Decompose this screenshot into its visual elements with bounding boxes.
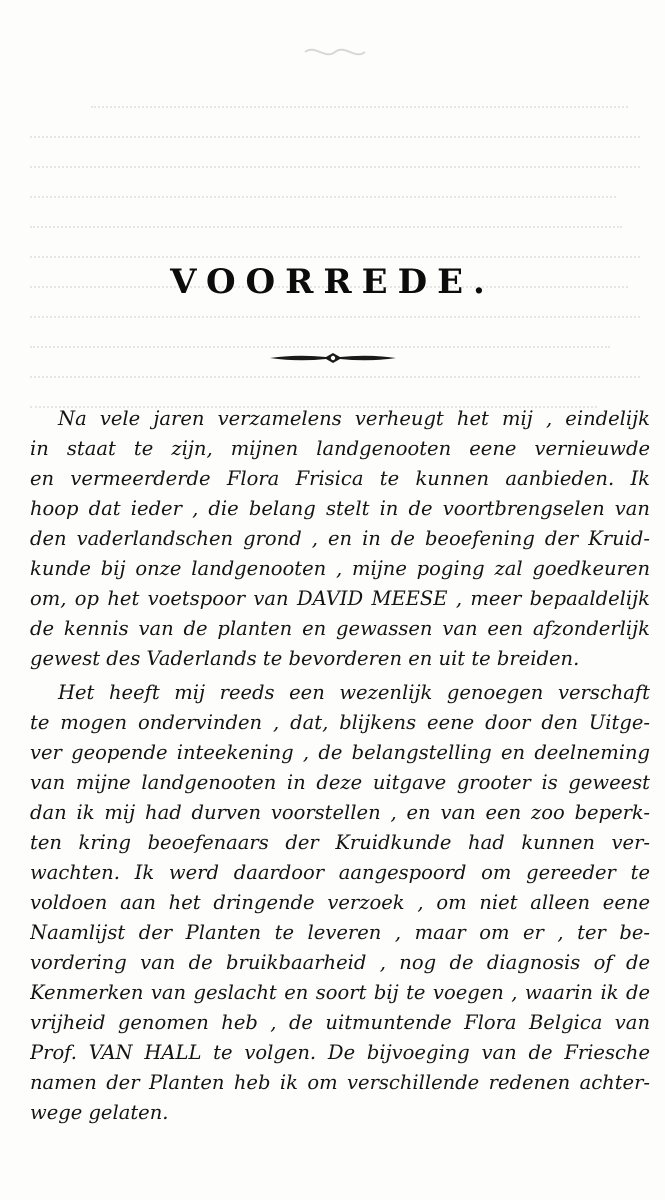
text-line: ten kring beoefenaars der Kruidkunde had kunnen ver- bbox=[30, 831, 650, 854]
text-line: van mijne landgenooten in deze uitgave grooter is geweest bbox=[30, 771, 650, 794]
text-line: hoop dat ieder , die belang stelt in de voortbrengselen van bbox=[30, 497, 650, 520]
text-line: te mogen ondervinden , dat, blijkens eene door den Uitge- bbox=[30, 711, 650, 734]
text-line: Kenmerken van geslacht en soort bij te voegen , waarin ik de bbox=[30, 981, 650, 1004]
paragraph-1 bbox=[30, 404, 650, 674]
text-line: om, op het voetspoor van DAVID MEESE , meer bepaaldelijk bbox=[30, 587, 650, 610]
text-line: gewest des Vaderlands te bevorderen en uit te breiden. bbox=[30, 647, 580, 670]
text-line: vordering van de bruikbaarheid , nog de diagnosis of de bbox=[30, 951, 650, 974]
paragraph-2 bbox=[30, 678, 650, 1128]
text-line: namen der Planten heb ik om verschillende redenen achter- bbox=[30, 1071, 650, 1094]
text-line: Na vele jaren verzamelens verheugt het mij , eindelijk bbox=[58, 407, 650, 430]
text-line: in staat te zijn, mijnen landgenooten eene vernieuwde bbox=[30, 437, 650, 460]
text-line: ver geopende inteekening , de belangstelling en deelneming bbox=[30, 741, 650, 764]
text-line: en vermeerderde Flora Frisica te kunnen aanbieden. Ik bbox=[30, 467, 650, 490]
bleed-through-ornament bbox=[300, 42, 370, 62]
text-line: wachten. Ik werd daardoor aangespoord om gereeder te bbox=[30, 861, 650, 884]
text-line: Het heeft mij reeds een wezenlijk genoegen verschaft bbox=[58, 681, 650, 704]
text-line: Prof. VAN HALL te volgen. De bijvoeging van de Friesche bbox=[30, 1041, 650, 1064]
page-title: VOORREDE. bbox=[170, 262, 495, 302]
text-line: vrijheid genomen heb , de uitmuntende Flora Belgica van bbox=[30, 1011, 650, 1034]
text-line: wege gelaten. bbox=[30, 1101, 169, 1124]
preface-body bbox=[30, 404, 650, 1128]
text-line: de kennis van de planten en gewassen van een afzonderlijk bbox=[30, 617, 650, 640]
text-line: den vaderlandschen grond , en in de beoefening der Kruid- bbox=[30, 527, 650, 550]
text-line: dan ik mij had durven voorstellen , en van een zoo beperk- bbox=[30, 801, 650, 824]
text-line: kunde bij onze landgenooten , mijne poging zal goedkeuren bbox=[30, 557, 650, 580]
text-line: voldoen aan het dringende verzoek , om niet alleen eene bbox=[30, 891, 650, 914]
ornamental-divider bbox=[268, 350, 398, 366]
text-line: Naamlijst der Planten te leveren , maar om er , ter be- bbox=[30, 921, 650, 944]
